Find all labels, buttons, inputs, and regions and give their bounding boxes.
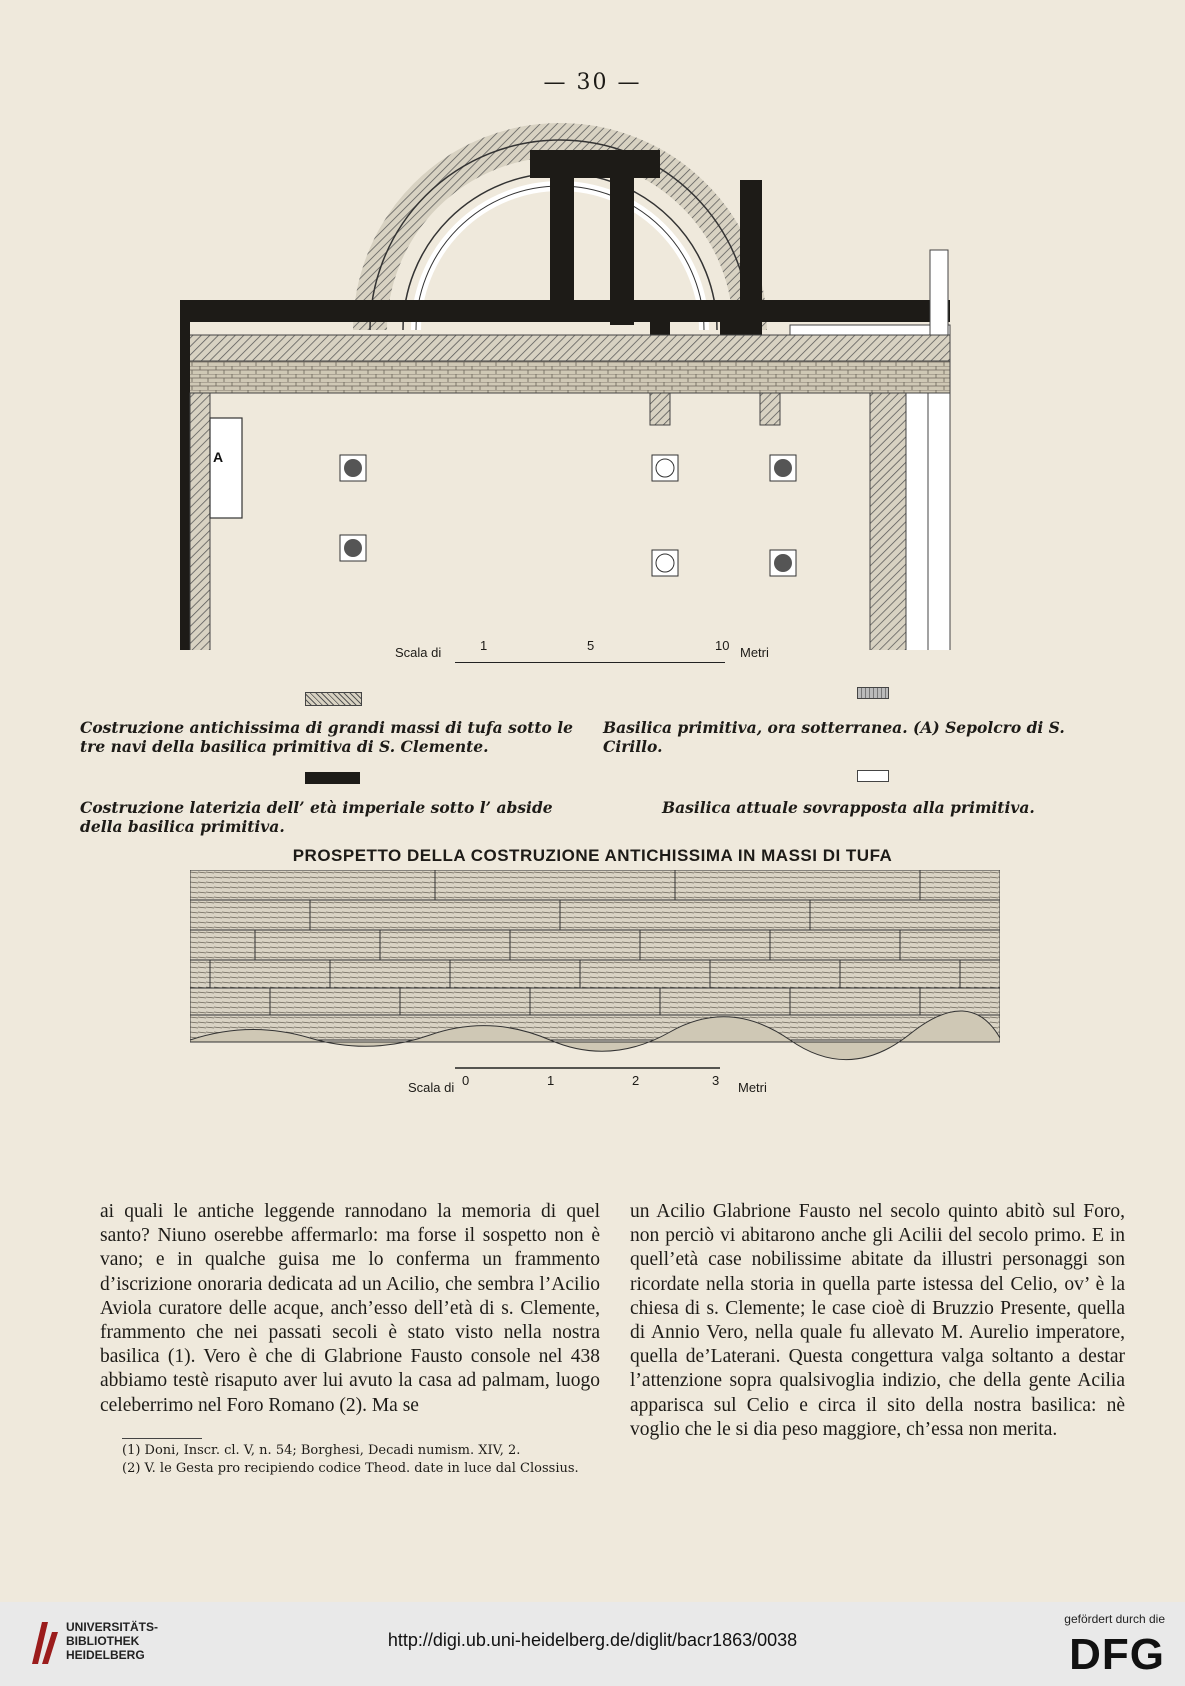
plan-scale-bar	[455, 662, 725, 667]
plan-scale-unit: Metri	[740, 645, 769, 660]
ground-plan-drawing	[180, 110, 1020, 650]
plan-scale-tick: 10	[715, 638, 730, 653]
page-number: — 30 —	[543, 70, 642, 95]
legend-swatch-current	[857, 770, 889, 782]
plan-scale-tick: 5	[587, 638, 595, 653]
footnotes	[122, 1438, 602, 1478]
prospetto-scale-prefix: Scala di	[408, 1080, 455, 1095]
body-column-right	[630, 1200, 1125, 1442]
footnote-rule	[122, 1438, 202, 1439]
prospetto-scale-unit: Metri	[738, 1080, 767, 1095]
body-column-left	[100, 1200, 600, 1418]
legend-caption-tufa: Costruzione antichissima di grandi massi di tufa sotto le tre navi della basilica primitiva di S. Clemente.	[80, 718, 573, 756]
dfg-logo: DFG	[1069, 1630, 1165, 1679]
plan-scale-prefix: Scala di	[395, 645, 442, 660]
legend-caption-current: Basilica attuale sovrapposta alla primitiva.	[662, 798, 1035, 817]
plan-columns	[340, 455, 796, 576]
institution-line: BIBLIOTHEK	[66, 1634, 140, 1648]
prospetto-scale-tick: 3	[712, 1073, 720, 1088]
plan-scale-tick: 1	[480, 638, 488, 653]
tufa-wall-elevation	[190, 870, 1000, 1070]
footnote-1: (1) Doni, Inscr. cl. V, n. 54; Borghesi, Decadi numism. XIV, 2.	[122, 1443, 521, 1458]
legend-swatch-tufa	[305, 692, 362, 706]
footnote-2: (2) V. le Gesta pro recipiendo codice Theod. date in luce dal Clossius.	[122, 1461, 579, 1476]
prospetto-scale-tick: 1	[547, 1073, 555, 1088]
institution-line: HEIDELBERG	[66, 1648, 145, 1662]
institution-line: UNIVERSITÄTS-	[66, 1620, 159, 1634]
funding-note: gefördert durch die	[1064, 1612, 1165, 1626]
digitization-footer	[0, 1602, 1185, 1686]
legend-caption-imperial: Costruzione laterizia dell’ età imperiale sotto l’ abside della basilica primitiva.	[80, 798, 553, 836]
legend-swatch-primitive	[857, 687, 889, 699]
legend-caption-primitive: Basilica primitiva, ora sotterranea. (A) Sepolcro di S. Cirillo.	[603, 718, 1065, 756]
prospetto-scale-tick: 0	[462, 1073, 470, 1088]
body-text-left: ai quali le antiche leggende rannodano la memoria di quel santo? Niuno oserebbe affermarlo: ma forse il sospetto non è vano; e in qualche guisa me lo conferma un frammento d’iscrizione onoraria dedicata ad un Acilio, che sembra l’Acilio Aviola curatore delle acque, anch’esso dell’età di s. Clemente, frammento che nei passati secoli è stato visto nella nostra basilica (1). Vero è che di Glabrione Fausto console nel 438 abbiamo testè risaputo aver lui avuto la casa ad palmam, luogo celeberrimo nel Foro Romano (2). Ma se	[100, 1201, 600, 1416]
prospetto-title: PROSPETTO DELLA COSTRUZIONE ANTICHISSIMA IN MASSI DI TUFA	[292, 846, 893, 865]
source-url-link[interactable]: http://digi.ub.uni-heidelberg.de/diglit/bacr1863/0038	[387, 1630, 798, 1650]
plan-label-a: A	[213, 449, 224, 465]
prospetto-scale-tick: 2	[632, 1073, 640, 1088]
body-text-right: un Acilio Glabrione Fausto nel secolo quinto abitò sul Foro, non perciò vi abitarono anche gli Acilii del secolo primo. E in quell’età case nobilissime abitate da illustri personaggi son ricordate nella storia in quella parte istessa del Celio, ov’ è la chiesa di s. Clemente; le case cioè di Bruzzio Presente, quella di Annio Vero, nella quale fu allevato M. Aurelio imperatore, quella de’Laterani. Questa congettura valga soltanto a destar l’attenzione sopra qualsivoglia indizio, che della gente Acilia apparisca sul Celio e circa il sito della nostra basilica: nè voglio che le si dia peso maggiore, ch’essa non merita.	[630, 1201, 1125, 1440]
legend-swatch-imperial	[305, 772, 360, 784]
